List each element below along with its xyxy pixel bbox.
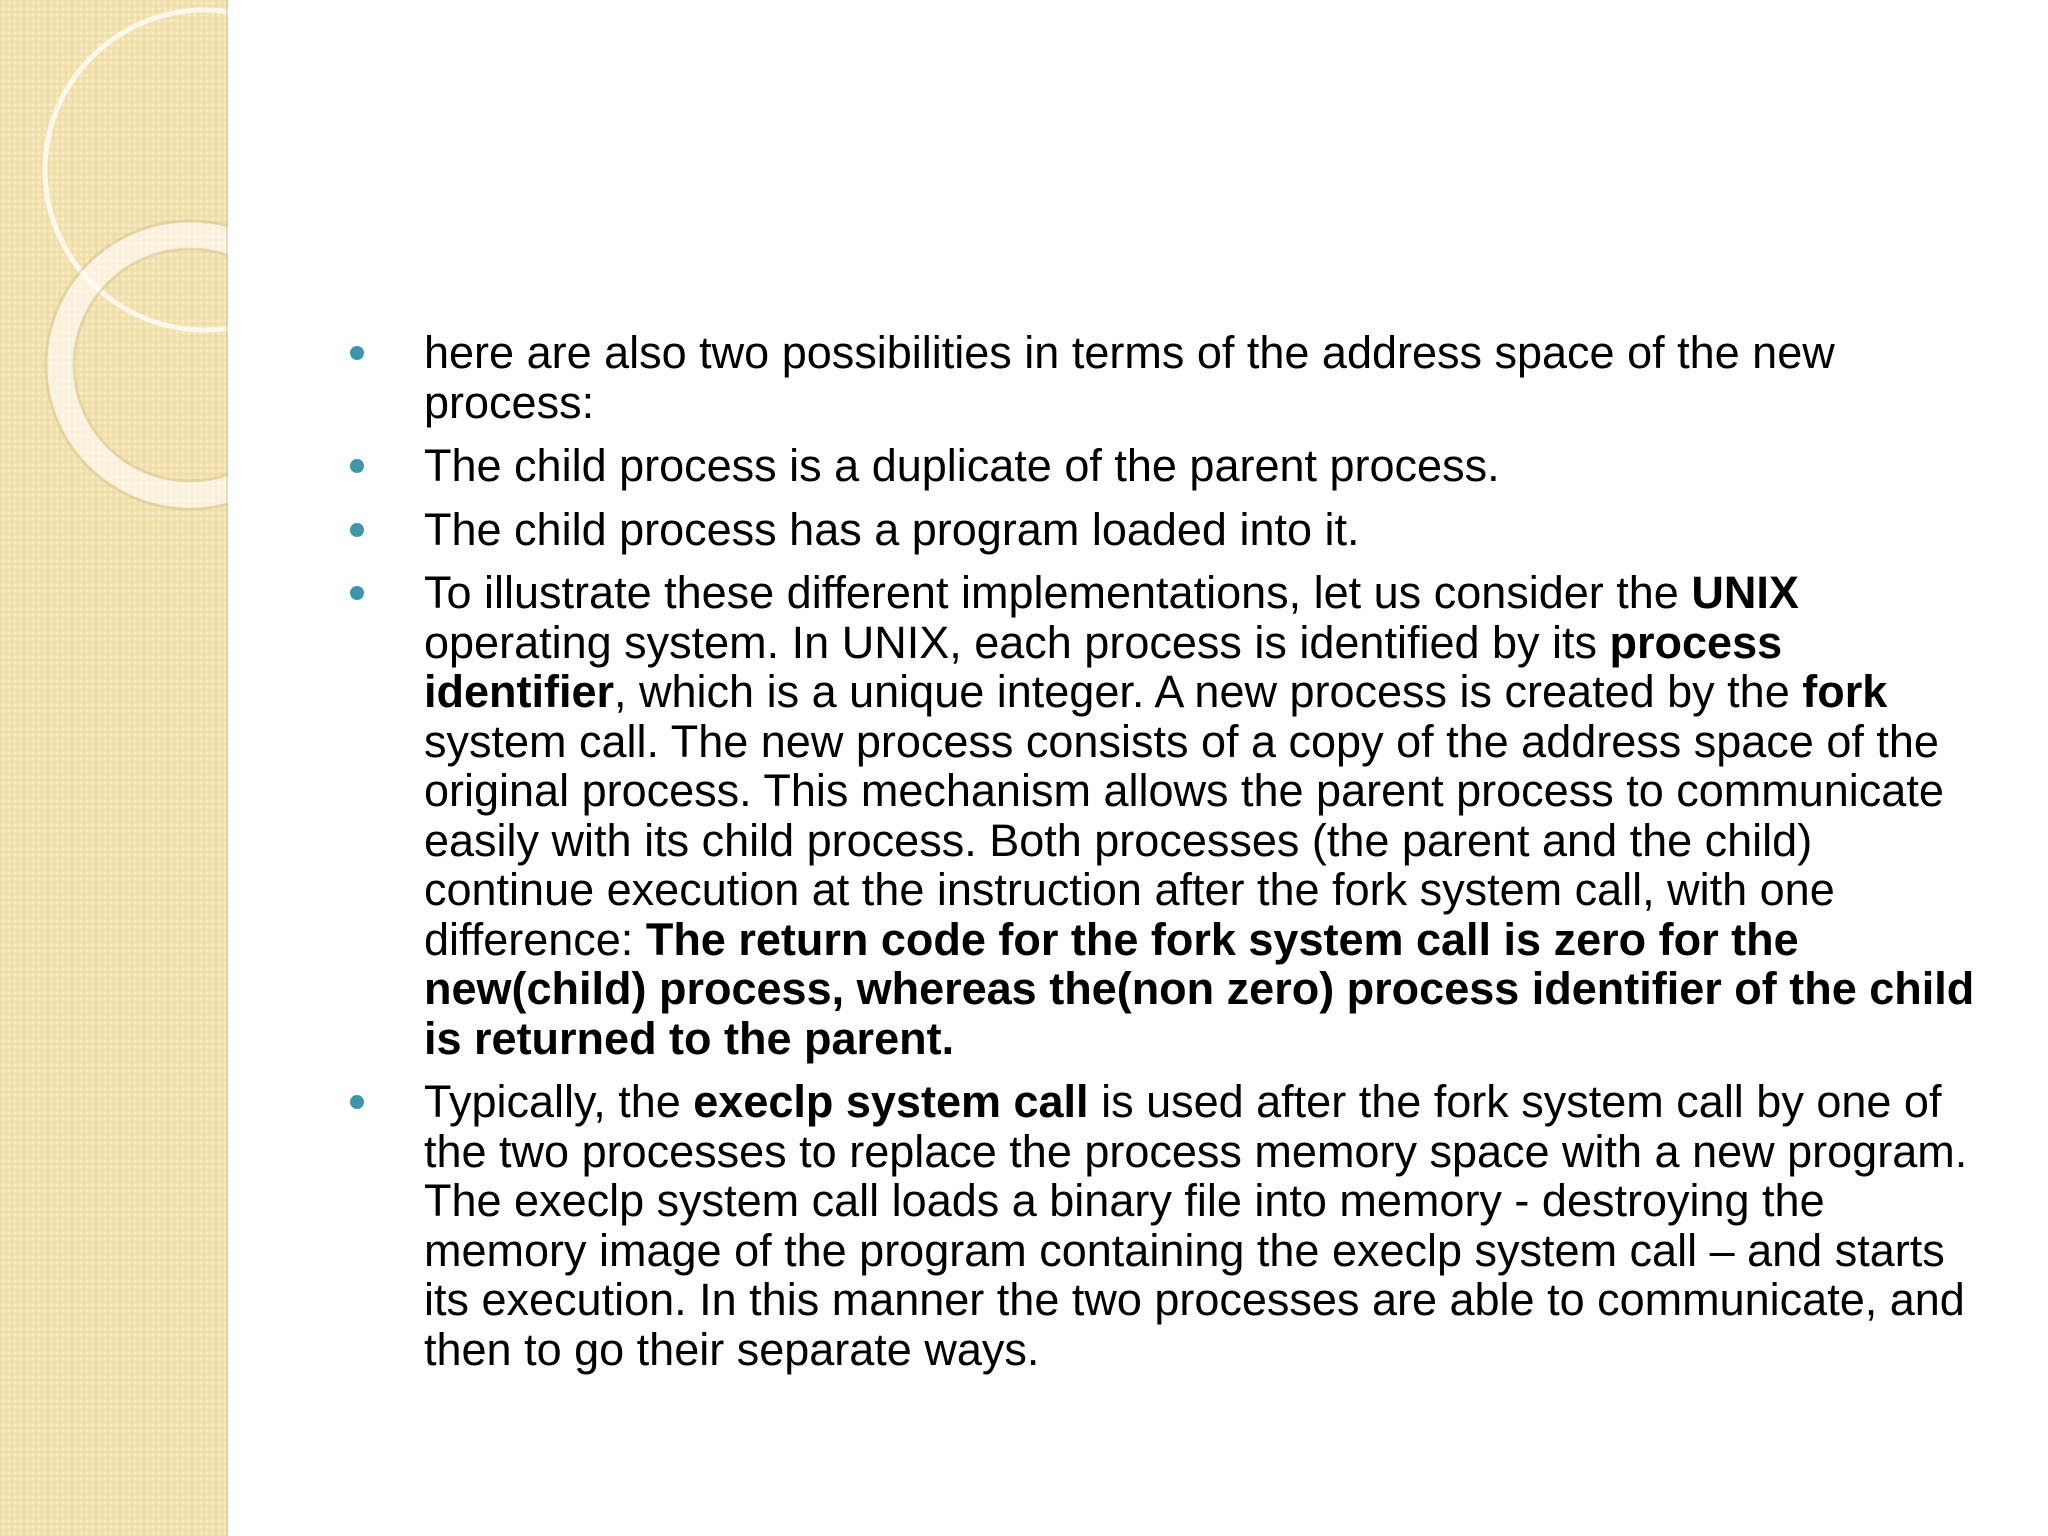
bullet-item [350, 505, 1990, 555]
decorative-rings-graphic [0, 0, 228, 1536]
bullet-text [424, 1076, 1967, 1375]
text-segment: , which is a unique integer. A new process is created by the [614, 666, 1803, 717]
text-segment: To illustrate these different implementations, let us consider the [424, 567, 1692, 618]
bullet-text [424, 327, 1835, 428]
bullet-dot-icon [350, 346, 364, 360]
text-segment: operating system. In UNIX, each process is identified by its [424, 616, 1610, 668]
bullet-dot-icon [350, 523, 364, 537]
bullet-item [350, 441, 1990, 491]
bullet-item [350, 328, 1990, 427]
bullet-text [424, 567, 1974, 1064]
bold-text-segment: The return code for the fork system call is zero for the new(child) process, whereas the(non zero) process identifier of the child is returned to the parent. [424, 913, 1975, 1064]
bold-text-segment: process identifier [424, 616, 1783, 717]
bold-text-segment: execlp system call [693, 1076, 1089, 1127]
bullet-dot-icon [350, 1095, 364, 1109]
text-segment: is used after the fork system call by one of the two processes to replace the process memory space with a new program. The execlp system call loads a binary file into memory - destroying the memory image of the program containing the execlp system call – and starts its execution. In this manner the two processes are able to communicate, and then to go their separate ways. [424, 1076, 1968, 1375]
sidebar-edge-shadow [226, 0, 228, 1536]
slide-content [350, 328, 1990, 1388]
decorative-sidebar [0, 0, 228, 1536]
bullet-list [350, 328, 1990, 1374]
bullet-item [350, 1077, 1990, 1374]
bold-text-segment: fork [1802, 666, 1888, 717]
bullet-text [424, 440, 1500, 491]
text-segment: system call. The new process consists of a copy of the address space of the original process. This mechanism allows the parent process to communicate easily with its child process. Both processes (the parent and the child) continue execution at the instruction after the fork system call, with one difference: [424, 715, 1944, 965]
bullet-dot-icon [350, 586, 364, 600]
text-segment: here are also two possibilities in terms of the address space of the new process: [424, 327, 1835, 428]
bullet-item [350, 568, 1990, 1063]
text-segment: The child process is a duplicate of the parent process. [424, 440, 1500, 491]
bullet-text [424, 504, 1360, 555]
text-segment: Typically, the [424, 1076, 694, 1127]
bullet-dot-icon [350, 459, 364, 473]
text-segment: The child process has a program loaded into it. [424, 503, 1360, 555]
bold-text-segment: UNIX [1691, 567, 1799, 618]
